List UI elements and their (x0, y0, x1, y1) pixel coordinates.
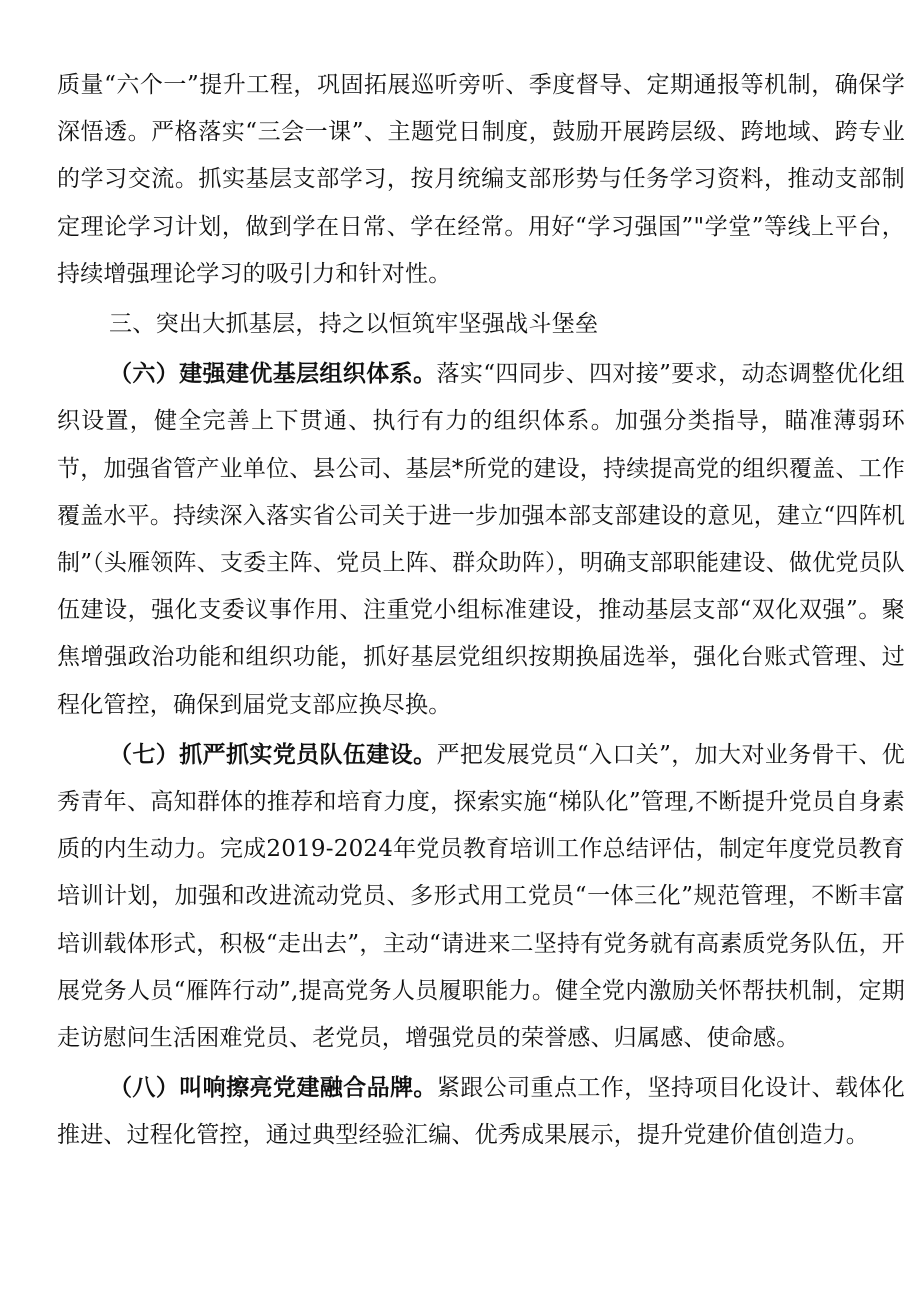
paragraph-study-mechanisms: 质量“六个一”提升工程，巩固拓展巡听旁听、季度督导、定期通报等机制，确保学深悟透。严格落实“三会一课”、主题党日制度，鼓励开展跨层级、跨地域、跨专业的学习交流。抓实基层支部学习，按月统编支部形势与任务学习资料，推动支部制定理论学习计划，做到学在日常、学在经常。用好“学习强国”"学堂”等线上平台，持续增强理论学习的吸引力和针对性。 (57, 72, 905, 287)
item-8-body: 紧跟公司重点工作，坚持项目化设计、载体化推进、过程化管控，通过典型经验汇编、优秀成果展示，提升党建价值创造力。 (57, 1075, 905, 1149)
item-8-title: （八）叫响擦亮党建融合品牌。 (109, 1075, 437, 1102)
paragraph-item-8 (57, 1065, 905, 1159)
section-heading: 三、突出大抓基层，持之以恒筑牢坚强战斗堡垒 (109, 311, 599, 338)
item-7-title: （七）抓严抓实党员队伍建设。 (109, 741, 437, 768)
item-6-body: 落实“四同步、四对接”要求，动态调整优化组织设置，健全完善上下贯通、执行有力的组织体系。加强分类指导，瞄准薄弱环节，加强省管产业单位、县公司、基层*所党的建设，持续提高党的组织覆盖、工作覆盖水平。持续深入落实省公司关于进一步加强本部支部建设的意见，建立“四阵机制”（头雁领阵、支委主阵、党员上阵、群众助阵），明确支部职能建设、做优党员队伍建设，强化支委议事作用、注重党小组标准建设，推动基层支部“双化双强”。聚焦增强政治功能和组织功能，抓好基层党组织按期换届选举，强化台账式管理、过程化管控，确保到届党支部应换尽换。 (57, 361, 905, 718)
item-6-title: （六）建强建优基层组织体系。 (109, 361, 437, 388)
paragraph-item-7 (57, 732, 905, 1062)
document-body (57, 62, 905, 1160)
item-7-body: 严把发展党员“入口关”，加大对业务骨干、优秀青年、高知群体的推荐和培育力度，探索实施“梯队化”管理,不断提升党员自身素质的内生动力。完成2019-2024年党员教育培训工作总结评估，制定年度党员教育培训计划，加强和改进流动党员、多形式用工党员“一体三化”规范管理，不断丰富培训载体形式，积极“走出去”，主动“请进来二坚持有党务就有高素质党务队伍，开展党务人员“雁阵行动”,提高党务人员履职能力。健全党内激励关怀帮扶机制，定期走访慰问生活困难党员、老党员，增强党员的荣誉感、归属感、使命感。 (57, 741, 905, 1052)
paragraph-item-6 (57, 351, 905, 729)
